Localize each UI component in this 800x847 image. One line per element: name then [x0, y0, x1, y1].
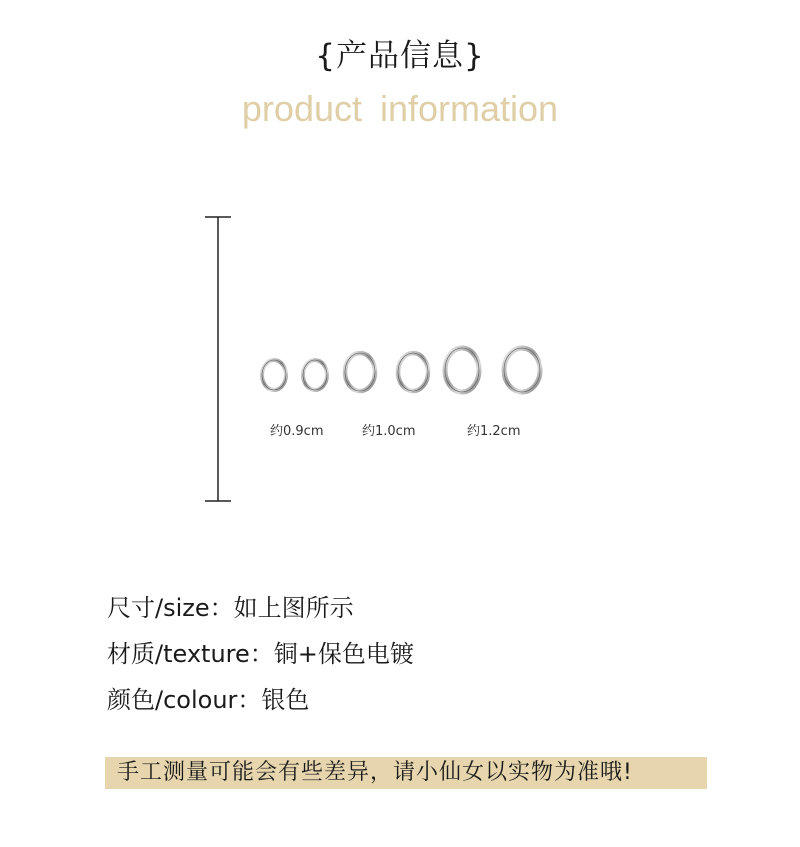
- spec-list: [107, 592, 414, 730]
- ring-medium-1: [345, 353, 375, 391]
- size-label-small: 约0.9cm: [270, 424, 324, 439]
- spec-texture: [107, 638, 414, 684]
- ring-small-2: [303, 360, 327, 390]
- ring-medium-2: [398, 353, 428, 391]
- ring-large-2: [504, 348, 540, 392]
- page-subtitle: product information: [241, 88, 559, 129]
- spec-colour: [107, 684, 414, 730]
- scale-bar: [203, 216, 233, 502]
- spec-size-label: 尺寸/size：: [107, 594, 234, 622]
- size-label-medium: 约1.0cm: [362, 424, 416, 439]
- spec-colour-value: 银色: [261, 686, 310, 714]
- measurement-notice: 手工测量可能会有些差异，请小仙女以实物为准哦!: [105, 757, 707, 789]
- spec-texture-value: 铜+保色电镀: [273, 640, 414, 668]
- spec-colour-label: 颜色/colour：: [107, 686, 262, 714]
- ring-large-1: [445, 348, 479, 392]
- spec-size: [107, 592, 414, 638]
- size-label-large: 约1.2cm: [467, 424, 521, 439]
- spec-texture-label: 材质/texture：: [107, 640, 274, 668]
- spec-size-value: 如上图所示: [233, 594, 354, 622]
- ring-small-1: [262, 360, 286, 390]
- page-title: {产品信息}: [315, 38, 485, 74]
